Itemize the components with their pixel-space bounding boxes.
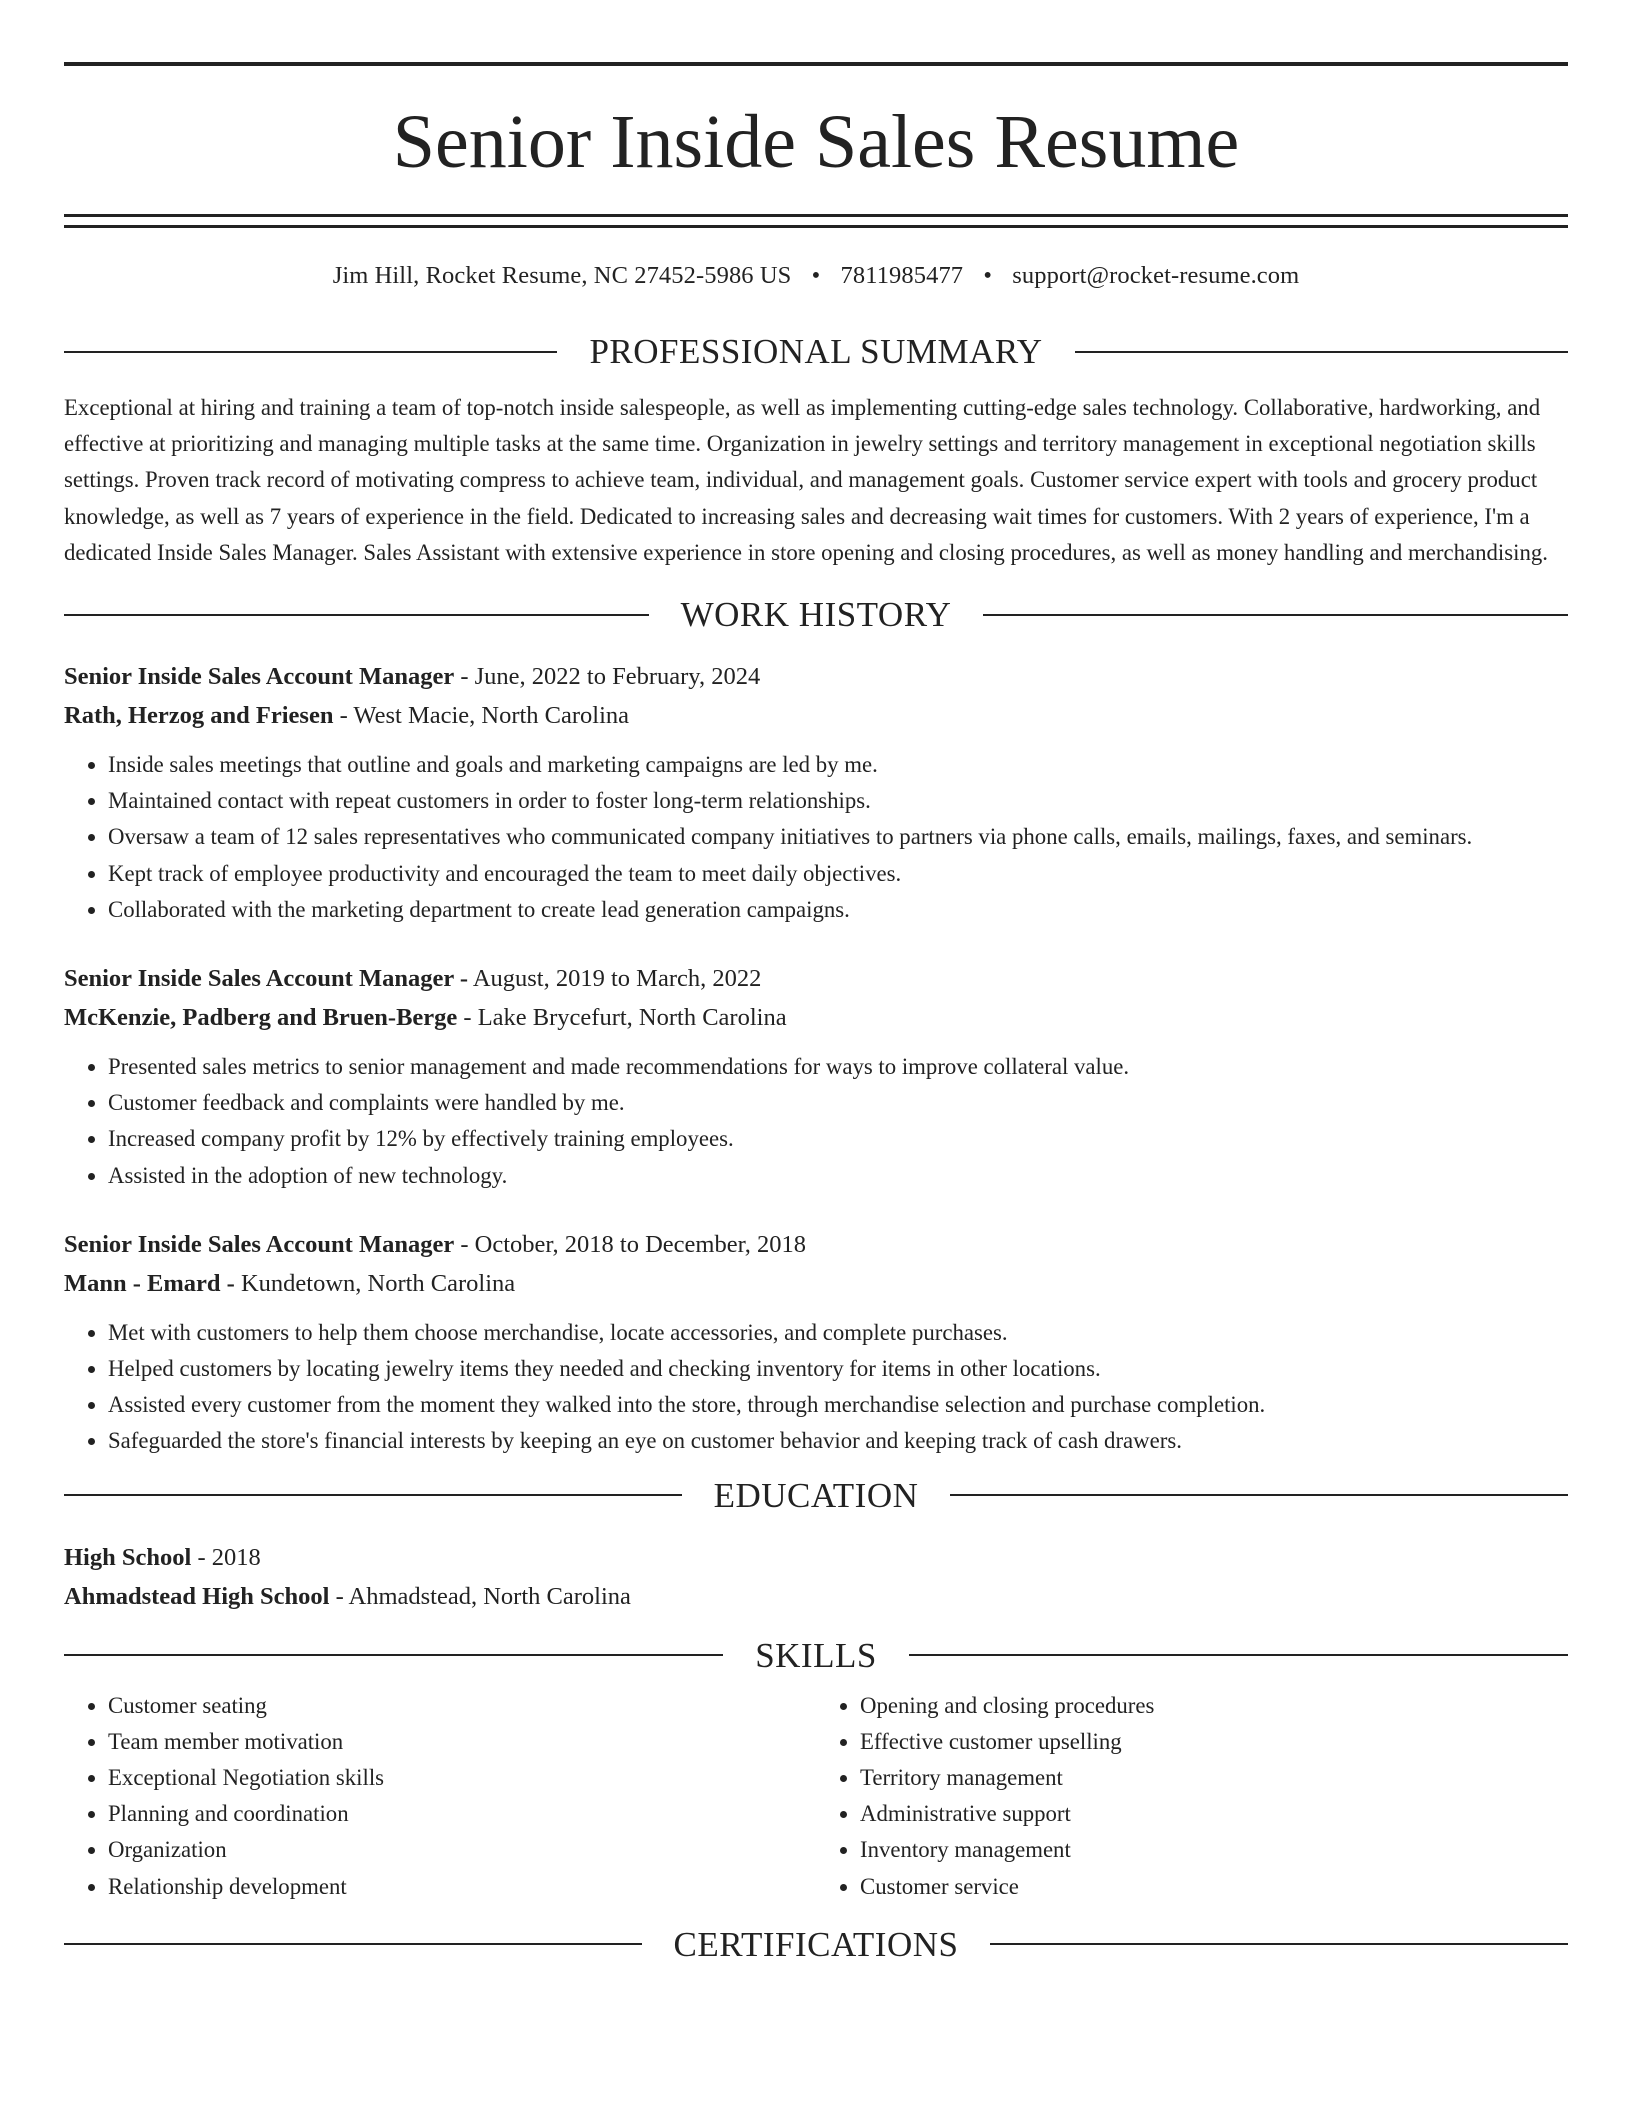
education-school-line — [64, 1577, 1568, 1616]
job-entry — [64, 959, 1568, 1194]
section-title-education: EDUCATION — [713, 1475, 919, 1515]
section-rule — [64, 1943, 642, 1945]
list-item: • Oversaw a team of 12 sales representatives who communicated company initiatives to partners via phone calls, emails, mailings, faxes, and seminars. — [108, 819, 1568, 855]
job-bullets — [64, 1049, 1568, 1194]
education-school: Ahmadstead High School — [64, 1582, 330, 1610]
section-rule — [64, 351, 557, 353]
resume-title: Senior Inside Sales Resume — [392, 100, 1240, 184]
section-title-skills: SKILLS — [755, 1635, 877, 1675]
skills-list-left — [64, 1688, 816, 1905]
skill-item: • Opening and closing procedures — [860, 1688, 1568, 1724]
section-rule — [64, 614, 649, 616]
job-company-line — [64, 1264, 1568, 1303]
list-item: • Presented sales metrics to senior management and made recommendations for ways to improve collateral value. — [108, 1049, 1568, 1085]
list-item: • Collaborated with the marketing department to create lead generation campaigns. — [108, 892, 1568, 928]
education-degree: High School — [64, 1543, 192, 1571]
education-entry — [64, 1538, 1568, 1616]
job-title: Senior Inside Sales Account Manager — [64, 663, 455, 691]
job-location: Kundetown, North Carolina — [234, 1269, 516, 1297]
skill-item: • Organization — [108, 1832, 816, 1868]
job-location: - West Macie, North Carolina — [333, 702, 630, 730]
contact-address: Jim Hill, Rocket Resume, NC 27452-5986 US — [332, 262, 792, 289]
job-bullets — [64, 747, 1568, 928]
resume-page — [64, 0, 1568, 1962]
section-rule — [64, 1654, 723, 1656]
skill-item: • Relationship development — [108, 1869, 816, 1905]
section-header-work — [64, 595, 1568, 635]
section-rule — [64, 1494, 682, 1496]
section-title-certifications: CERTIFICATIONS — [673, 1924, 959, 1964]
job-company-line — [64, 696, 1568, 735]
list-item: • Kept track of employee productivity and encouraged the team to meet daily objectives. — [108, 856, 1568, 892]
skill-item: • Exceptional Negotiation skills — [108, 1760, 816, 1796]
skill-item: • Territory management — [860, 1760, 1568, 1796]
job-company: McKenzie, Padberg and Bruen-Berge — [64, 1004, 458, 1032]
job-title-line — [64, 657, 1568, 696]
job-dates: - October, 2018 to December, 2018 — [454, 1230, 807, 1258]
skill-item: • Customer service — [860, 1869, 1568, 1905]
section-rule — [1075, 351, 1568, 353]
contact-phone: 7811985477 — [840, 262, 964, 289]
skill-item: • Inventory management — [860, 1832, 1568, 1868]
contact-separator: • — [983, 262, 993, 289]
job-title: Senior Inside Sales Account Manager — [64, 1230, 455, 1258]
section-header-summary — [64, 334, 1568, 369]
job-company: Rath, Herzog and Friesen — [64, 702, 334, 730]
job-company: Mann - Emard - — [64, 1269, 235, 1297]
list-item: • Safeguarded the store's financial interests by keeping an eye on customer behavior and keeping track of cash drawers. — [108, 1423, 1568, 1459]
job-company-line — [64, 998, 1568, 1037]
section-rule — [909, 1654, 1568, 1656]
section-header-education — [64, 1475, 1568, 1515]
list-item: • Assisted every customer from the moment they walked into the store, through merchandise selection and purchase completion. — [108, 1387, 1568, 1423]
section-rule — [990, 1943, 1568, 1945]
section-header-skills — [64, 1635, 1568, 1675]
list-item: • Helped customers by locating jewelry items they needed and checking inventory for items in other locations. — [108, 1351, 1568, 1387]
job-location: - Lake Brycefurt, North Carolina — [457, 1004, 787, 1032]
list-item: • Customer feedback and complaints were handled by me. — [108, 1085, 1568, 1121]
list-item: • Inside sales meetings that outline and goals and marketing campaigns are led by me. — [108, 747, 1568, 783]
job-bullets — [64, 1315, 1568, 1460]
list-item: • Maintained contact with repeat customers in order to foster long-term relationships. — [108, 783, 1568, 819]
list-item: • Met with customers to help them choose merchandise, locate accessories, and complete purchases. — [108, 1315, 1568, 1351]
contact-separator: • — [811, 262, 821, 289]
job-entry — [64, 657, 1568, 928]
summary-paragraph: Exceptional at hiring and training a team of top-notch inside salespeople, as well as implementing cutting-edge sales technology. Collaborative, hardworking, and effective at prioritizing and managing multiple tasks at the same time. Organization in jewelry settings and territory management in exceptional negotiation skills settings. Proven track record of motivating compress to achieve team, individual, and management goals. Customer service expert with tools and grocery product knowledge, as well as 7 years of experience in the field. Dedicated to increasing sales and decreasing wait times for customers. With 2 years of experience, I'm a dedicated Inside Sales Manager. Sales Assistant with extensive experience in store opening and closing procedures, as well as money handling and merchandising. — [64, 395, 1548, 565]
education-location: - Ahmadstead, North Carolina — [329, 1582, 631, 1610]
job-dates: August, 2019 to March, 2022 — [468, 965, 762, 993]
section-title-work: WORK HISTORY — [680, 595, 952, 635]
section-rule — [983, 614, 1568, 616]
contact-email: support@rocket-resume.com — [1012, 262, 1300, 289]
job-dates: - June, 2022 to February, 2024 — [454, 663, 761, 691]
job-title-line — [64, 1225, 1568, 1264]
section-header-certifications — [64, 1924, 1568, 1964]
skill-item: • Administrative support — [860, 1796, 1568, 1832]
skill-item: • Planning and coordination — [108, 1796, 816, 1832]
section-rule — [950, 1494, 1568, 1496]
section-title-summary: PROFESSIONAL SUMMARY — [589, 332, 1043, 371]
list-item: • Increased company profit by 12% by effectively training employees. — [108, 1121, 1568, 1157]
skill-item: • Team member motivation — [108, 1724, 816, 1760]
job-title: Senior Inside Sales Account Manager - — [64, 965, 469, 993]
job-entry — [64, 1225, 1568, 1460]
skills-list-right — [816, 1688, 1568, 1905]
contact-line — [64, 262, 1568, 290]
job-title-line — [64, 959, 1568, 998]
list-item: • Assisted in the adoption of new technology. — [108, 1158, 1568, 1194]
title-double-rule — [64, 214, 1568, 228]
top-rule — [64, 62, 1568, 66]
education-degree-line — [64, 1538, 1568, 1577]
skills-columns — [64, 1688, 1568, 1905]
skill-item: • Customer seating — [108, 1688, 816, 1724]
education-year: - 2018 — [191, 1543, 261, 1571]
skill-item: • Effective customer upselling — [860, 1724, 1568, 1760]
